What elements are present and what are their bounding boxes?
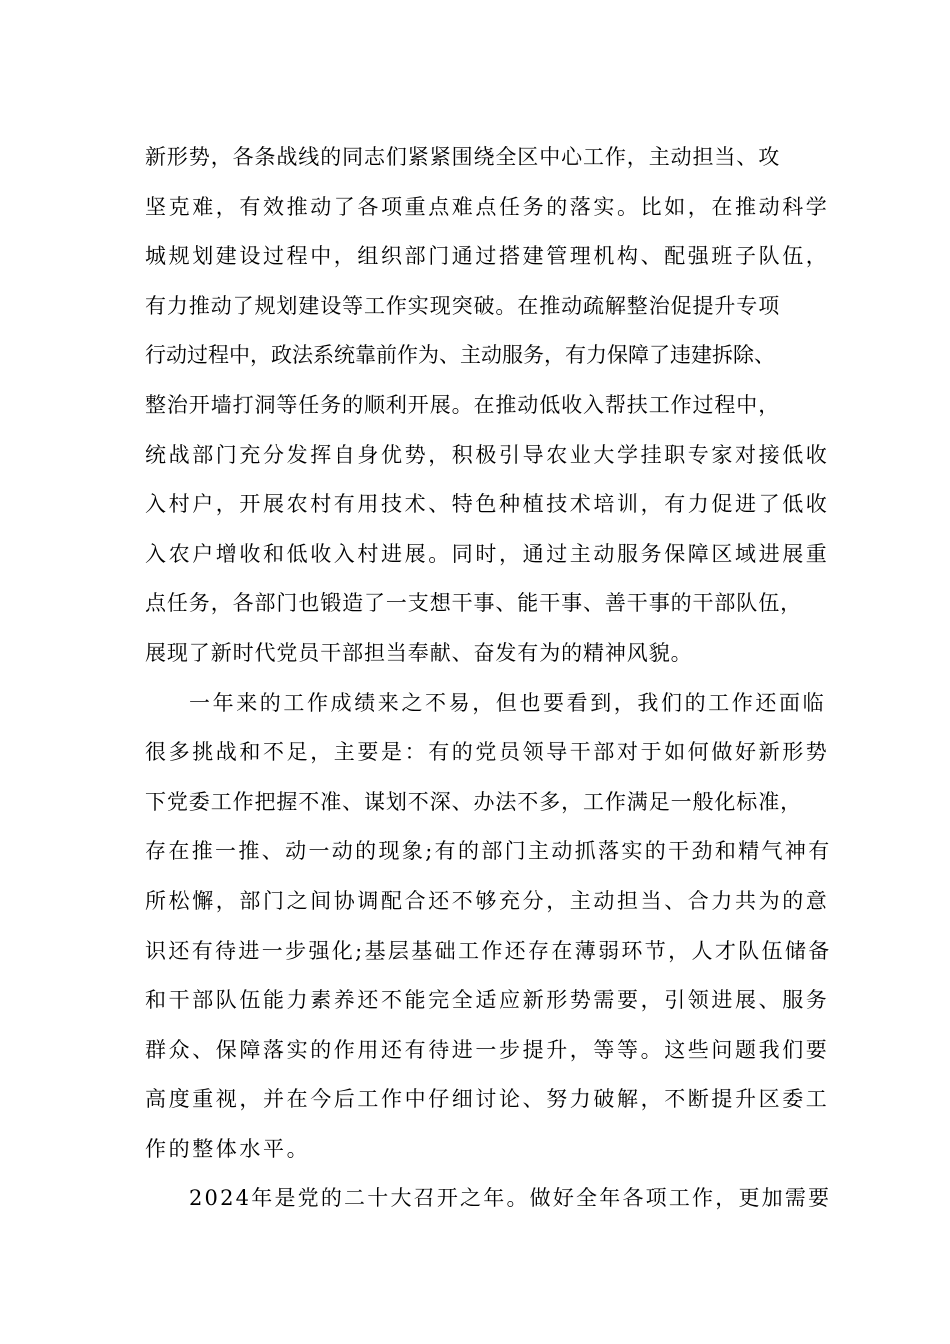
text-line: 很多挑战和不足，主要是：有的党员领导干部对于如何做好新形势 (145, 740, 830, 765)
text-line: 点任务，各部门也锻造了一支想干事、能干事、善干事的干部队伍， (145, 591, 802, 616)
text-line: 统战部门充分发挥自身优势，积极引导农业大学挂职专家对接低收 (145, 442, 830, 467)
text-line: 识还有待进一步强化;基层基础工作还存在薄弱环节，人才队伍储备 (145, 938, 832, 963)
text-line: 有力推动了规划建设等工作实现突破。在推动疏解整治促提升专项 (145, 293, 781, 318)
text-line: 坚克难，有效推动了各项重点难点任务的落实。比如，在推动科学 (145, 194, 830, 219)
text-line: 整治开墙打洞等任务的顺利开展。在推动低收入帮扶工作过程中， (145, 392, 781, 417)
text-line: 一年来的工作成绩来之不易，但也要看到，我们的工作还面临 (189, 690, 827, 715)
text-line: 和干部队伍能力素养还不能完全适应新形势需要，引领进展、服务 (145, 988, 830, 1013)
text-line: 下党委工作把握不准、谋划不深、办法不多，工作满足一般化标准， (145, 789, 802, 814)
text-line: 群众、保障落实的作用还有待进一步提升，等等。这些问题我们要 (145, 1037, 830, 1062)
text-line: 新形势，各条战线的同志们紧紧围绕全区中心工作，主动担当、攻 (145, 145, 781, 169)
text-line: 2024年是党的二十大召开之年。做好全年各项工作，更加需要 (189, 1186, 832, 1211)
text-line: 所松懈，部门之间协调配合还不够充分，主动担当、合力共为的意 (145, 888, 830, 913)
text-line: 展现了新时代党员干部担当奉献、奋发有为的精神风貌。 (145, 640, 693, 665)
text-line: 存在推一推、动一动的现象;有的部门主动抓落实的干劲和精气神有 (145, 839, 832, 864)
text-line: 入农户增收和低收入村进展。同时，通过主动服务保障区域进展重 (145, 541, 830, 566)
text-line: 行动过程中，政法系统靠前作为、主动服务，有力保障了违建拆除、 (145, 343, 775, 368)
text-line: 作的整体水平。 (145, 1136, 311, 1161)
text-line: 城规划建设过程中，组织部门通过搭建管理机构、配强班子队伍， (145, 244, 830, 269)
text-line: 高度重视，并在今后工作中仔细讨论、努力破解，不断提升区委工 (145, 1087, 830, 1112)
text-line: 入村户，开展农村有用技术、特色种植技术培训，有力促进了低收 (145, 492, 830, 517)
document-body (145, 133, 832, 1224)
